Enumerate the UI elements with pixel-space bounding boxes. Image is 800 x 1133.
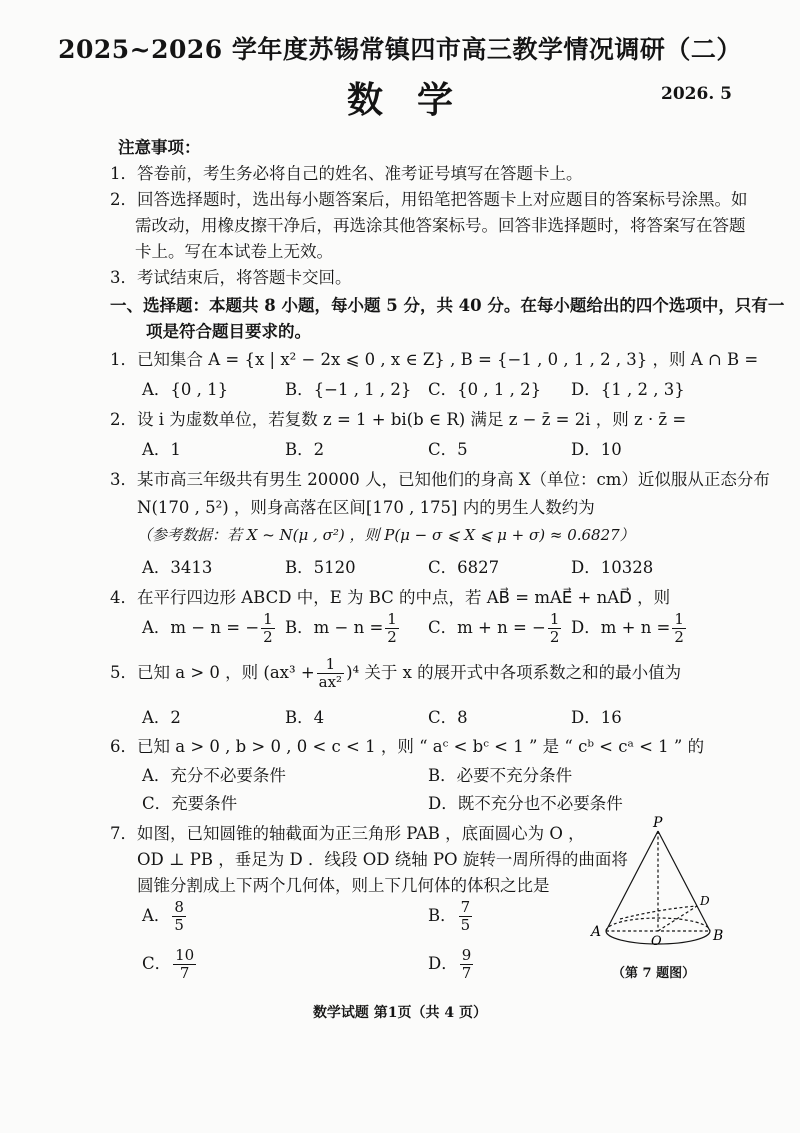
q4-option-d bbox=[571, 611, 688, 646]
label-b: B bbox=[713, 928, 724, 944]
q4-option-b bbox=[285, 611, 401, 646]
denominator: ax² bbox=[318, 673, 343, 691]
denominator: 5 bbox=[174, 916, 184, 934]
section-heading-cont: 项是符合题目要求的。 bbox=[146, 322, 311, 341]
q1-option-c: C．{0 , 1 , 2} bbox=[428, 380, 542, 399]
q2-option-a: A．1 bbox=[142, 440, 181, 459]
q7-option-c bbox=[142, 947, 198, 982]
numerator: 1 bbox=[387, 610, 397, 628]
q3-option-d: D．10328 bbox=[571, 558, 654, 577]
cone-edge-pb bbox=[658, 831, 710, 931]
question-3-reference: （参考数据：若 X ~ N(μ , σ²) ，则 P(μ − σ ⩽ X ⩽ μ + σ) ≈ 0.6827） bbox=[137, 526, 635, 544]
exam-date: 2026. 5 bbox=[661, 84, 732, 104]
numerator: 8 bbox=[174, 898, 184, 916]
fraction bbox=[459, 899, 473, 934]
q5-option-b: B．4 bbox=[285, 708, 325, 727]
notice-item: 卡上。写在本试卷上无效。 bbox=[135, 242, 333, 261]
numerator: 1 bbox=[263, 610, 273, 628]
notice-item: 需改动，用橡皮擦干净后，再选涂其他答案标号。回答非选择题时，将答案写在答题 bbox=[135, 216, 746, 235]
revolution-curve bbox=[620, 906, 697, 919]
q6-option-a: A．充分不必要条件 bbox=[142, 766, 286, 785]
fraction bbox=[261, 611, 275, 646]
option-text: B．m − n = bbox=[285, 618, 384, 637]
question-3-stem: 3．某市高三年级共有男生 20000 人，已知他们的身高 X（单位：cm）近似服从正态分布 bbox=[110, 470, 770, 489]
option-text: A．m − n = − bbox=[142, 618, 260, 637]
option-label: C． bbox=[142, 954, 172, 973]
denominator: 7 bbox=[179, 964, 190, 982]
fraction bbox=[385, 611, 399, 646]
q1-option-d: D．{1 , 2 , 3} bbox=[571, 380, 685, 399]
notice-item: 2．回答选择题时，选出每小题答案后，用铅笔把答题卡上对应题目的答案标号涂黑。如 bbox=[110, 190, 748, 209]
question-3-stem-cont: N(170 , 5²) ，则身高落在区间[170 , 175] 内的男生人数约为 bbox=[137, 498, 595, 517]
exam-title: 2025~2026 学年度苏锡常镇四市高三教学情况调研（二） bbox=[58, 35, 742, 64]
numerator: 9 bbox=[461, 946, 472, 964]
numerator: 1 bbox=[674, 610, 684, 628]
fraction bbox=[672, 611, 686, 646]
q4-option-a bbox=[142, 611, 277, 646]
label-d: D bbox=[700, 894, 710, 908]
figure-caption: （第 7 题图） bbox=[612, 966, 696, 981]
q3-option-a: A．3413 bbox=[142, 558, 213, 577]
q7-option-d bbox=[428, 947, 475, 982]
question-7-stem: 7．如图，已知圆锥的轴截面为正三角形 PAB ，底面圆心为 O ， bbox=[110, 824, 585, 843]
question-1-stem: 1．已知集合 A = {x | x² − 2x ⩽ 0 , x ∈ Z} , B = {−1 , 0 , 1 , 2 , 3} ，则 A ∩ B = bbox=[110, 350, 759, 369]
option-label: B． bbox=[428, 906, 457, 925]
denominator: 5 bbox=[460, 916, 471, 934]
denominator: 2 bbox=[387, 628, 397, 646]
fraction bbox=[548, 611, 562, 646]
question-2-stem: 2．设 i 为虚数单位，若复数 z = 1 + bi(b ∈ R) 满足 z − z̄ = 2i ，则 z · z̄ = bbox=[110, 410, 687, 429]
fraction bbox=[173, 947, 196, 982]
question-6-stem: 6．已知 a > 0 , b > 0 , 0 < c < 1 ，则 “ aᶜ < bᶜ < 1 ” 是 “ cᵇ < cᵃ < 1 ” 的 bbox=[110, 737, 705, 756]
numerator: 1 bbox=[549, 610, 560, 628]
q5-option-c: C．8 bbox=[428, 708, 468, 727]
stem-text: 5．已知 a > 0 ，则 (ax³ + bbox=[110, 663, 315, 682]
numerator: 1 bbox=[317, 656, 344, 674]
label-p: P bbox=[653, 815, 663, 831]
notice-heading: 注意事项： bbox=[118, 138, 201, 157]
notice-item: 3．考试结束后，将答题卡交回。 bbox=[110, 268, 352, 287]
numerator: 7 bbox=[460, 898, 471, 916]
q7-option-a bbox=[142, 899, 188, 934]
question-7-stem-cont: OD ⊥ PB ，垂足为 D ．线段 OD 绕轴 PO 旋转一周所得的曲面将 bbox=[137, 850, 628, 869]
q6-option-b: B．必要不充分条件 bbox=[428, 766, 573, 785]
cone-figure bbox=[588, 815, 728, 950]
option-text: D．m + n = bbox=[571, 618, 671, 637]
fraction bbox=[172, 899, 186, 934]
stem-text: )⁴ 关于 x 的展开式中各项系数之和的最小值为 bbox=[346, 663, 682, 682]
q5-option-d: D．16 bbox=[571, 708, 622, 727]
denominator: 7 bbox=[461, 964, 472, 982]
q7-option-b bbox=[428, 899, 474, 934]
denominator: 2 bbox=[263, 628, 273, 646]
fraction bbox=[317, 656, 344, 691]
question-7-stem-cont: 圆锥分割成上下两个几何体，则上下几何体的体积之比是 bbox=[137, 876, 550, 895]
page-footer: 数学试题 第1页（共 4 页） bbox=[312, 1005, 488, 1021]
question-5-stem bbox=[110, 656, 681, 691]
option-text: C．m + n = − bbox=[428, 618, 546, 637]
q1-option-b: B．{−1 , 1 , 2} bbox=[285, 380, 412, 399]
q6-option-c: C．充要条件 bbox=[142, 794, 238, 813]
numerator: 10 bbox=[175, 946, 195, 964]
section-heading: 一、选择题：本题共 8 小题，每小题 5 分，共 40 分。在每小题给出的四个选项中，只有一 bbox=[110, 296, 785, 315]
fraction bbox=[460, 947, 474, 982]
q6-option-d: D．既不充分也不必要条件 bbox=[428, 794, 623, 813]
label-o: O bbox=[651, 934, 662, 949]
question-4-stem: 4．在平行四边形 ABCD 中，E 为 BC 的中点，若 AB⃗ = mAE⃗ + nAD⃗ ，则 bbox=[110, 588, 671, 607]
q2-option-c: C．5 bbox=[428, 440, 468, 459]
label-a: A bbox=[591, 924, 602, 940]
subject-title: 数学 bbox=[346, 79, 487, 121]
denominator: 2 bbox=[549, 628, 560, 646]
q3-option-c: C．6827 bbox=[428, 558, 500, 577]
q2-option-b: B．2 bbox=[285, 440, 325, 459]
q4-option-c bbox=[428, 611, 563, 646]
denominator: 2 bbox=[674, 628, 684, 646]
q2-option-d: D．10 bbox=[571, 440, 622, 459]
q5-option-a: A．2 bbox=[142, 708, 181, 727]
q3-option-b: B．5120 bbox=[285, 558, 356, 577]
notice-item: 1．答卷前，考生务必将自己的姓名、准考证号填写在答题卡上。 bbox=[110, 164, 583, 183]
option-label: A． bbox=[142, 906, 171, 925]
option-label: D． bbox=[428, 954, 458, 973]
q1-option-a: A．{0 , 1} bbox=[142, 380, 229, 399]
